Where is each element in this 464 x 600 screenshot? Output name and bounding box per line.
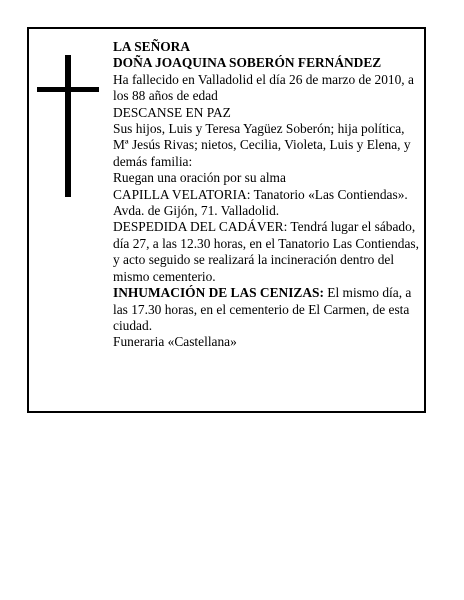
chapel-details xyxy=(113,187,421,220)
burial-label: INHUMACIÓN DE LAS CENIZAS: xyxy=(113,285,324,301)
chapel-text: Tanatorio «Las Contiendas». Avda. de Gijón, 71. Valladolid. xyxy=(113,186,408,219)
farewell-details xyxy=(113,219,421,285)
farewell-text: Tendrá lugar el sábado, día 27, a las 12.30 horas, en el Tanatorio Las Contiendas, y acto seguido se realizará la incineración dentro del mismo cementerio. xyxy=(113,219,419,284)
cross-vertical-bar xyxy=(65,55,71,197)
cross-horizontal-bar xyxy=(37,87,99,92)
deceased-name: DOÑA JOAQUINA SOBERÓN FERNÁNDEZ xyxy=(113,55,382,71)
rest-in-peace: DESCANSE EN PAZ xyxy=(113,104,231,120)
funeral-home: Funeraria «Castellana» xyxy=(113,334,237,350)
burial-details xyxy=(113,285,421,334)
family-list: Sus hijos, Luis y Teresa Yagüez Soberón; hija política, Mª Jesús Rivas; nietos, Cecilia, Violeta, Luis y Elena, y demás familia: xyxy=(113,121,411,169)
prayer-request: Ruegan una oración por su alma xyxy=(113,170,286,186)
notice-title: LA SEÑORA xyxy=(113,39,191,54)
burial-text: El mismo día, a las 17.30 horas, en el cementerio de El Carmen, de esta ciudad. xyxy=(113,285,412,333)
cross-icon xyxy=(37,55,99,197)
death-announcement: Ha fallecido en Valladolid el día 26 de marzo de 2010, a los 88 años de edad xyxy=(113,71,414,104)
chapel-label: CAPILLA VELATORIA: xyxy=(113,186,251,202)
farewell-label: DESPEDIDA DEL CADÁVER: xyxy=(113,219,288,235)
obituary-text xyxy=(113,39,421,351)
